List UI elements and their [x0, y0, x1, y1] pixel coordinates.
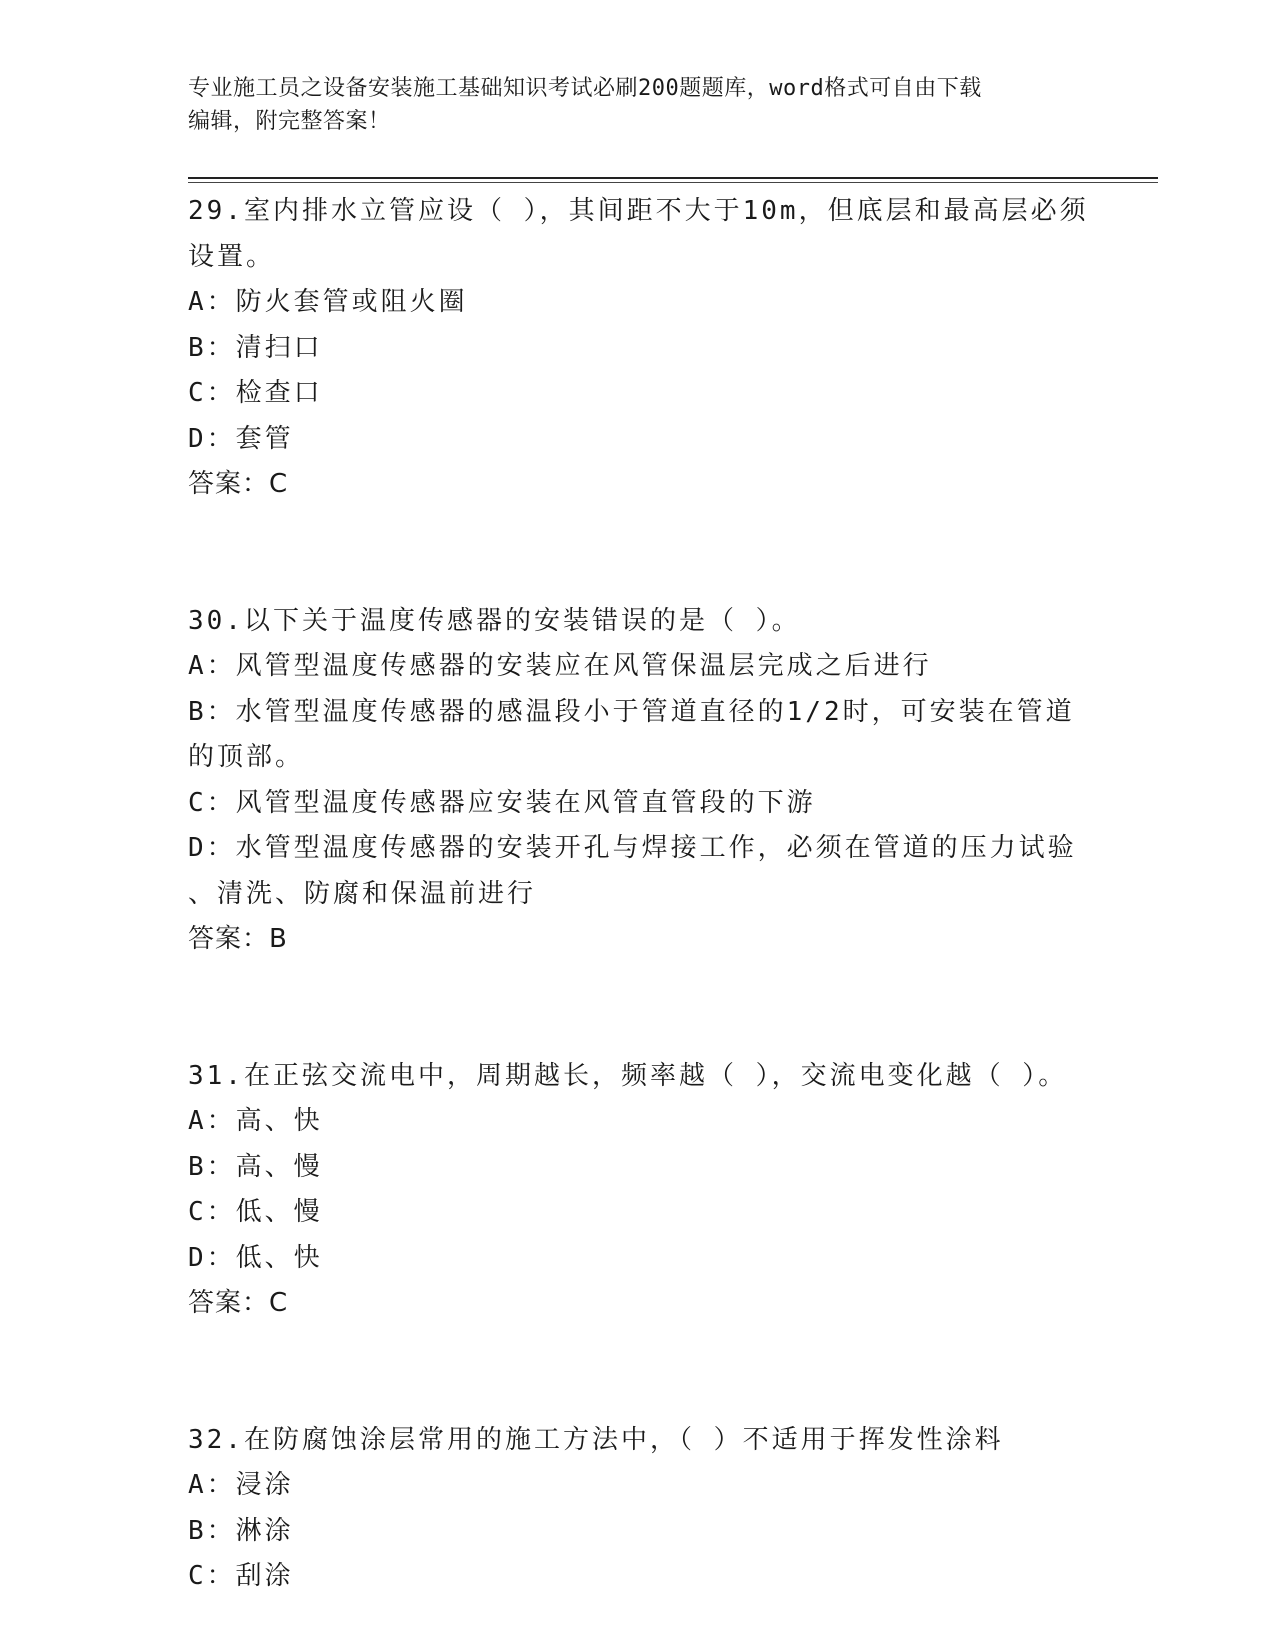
question-list	[188, 189, 1088, 1600]
question-31	[188, 1054, 1088, 1327]
option-a: A：高、快	[188, 1106, 323, 1136]
option-c: C：检查口	[188, 378, 323, 408]
option-a: A：浸涂	[188, 1470, 294, 1500]
question-stem: 31.在正弦交流电中，周期越长，频率越（ ），交流电变化越（ ）。	[188, 1060, 1068, 1091]
option-d-continued: 、清洗、防腐和保温前进行	[188, 878, 537, 909]
header-title-line-2: 编辑，附完整答案！	[188, 109, 391, 134]
question-29	[188, 189, 1088, 508]
question-spacer	[188, 1327, 1088, 1418]
header-title-line-1: 专业施工员之设备安装施工基础知识考试必刷200题题库，word格式可自由下载	[188, 76, 982, 101]
option-b-continued: 的顶部。	[188, 742, 305, 772]
answer-label: 答案：C	[188, 469, 289, 499]
option-b: B：高、慢	[188, 1151, 323, 1182]
option-b: B：水管型温度传感器的感温段小于管道直径的1/2时，可安装在管道	[188, 696, 1075, 727]
option-c: C：低、慢	[188, 1197, 323, 1227]
header-divider-thick	[188, 177, 1158, 179]
option-d: D：低、快	[188, 1242, 323, 1273]
document-header	[188, 72, 1088, 138]
option-d: D：套管	[188, 423, 294, 454]
answer-label: 答案：B	[188, 924, 288, 954]
question-32	[188, 1418, 1088, 1600]
option-a: A：防火套管或阻火圈	[188, 287, 468, 317]
option-a: A：风管型温度传感器的安装应在风管保温层完成之后进行	[188, 651, 932, 681]
question-stem: 29.室内排水立管应设（ ），其间距不大于10m，但底层和最高层必须	[188, 196, 1089, 226]
option-b: B：淋涂	[188, 1515, 294, 1546]
question-spacer	[188, 963, 1088, 1054]
question-stem: 30.以下关于温度传感器的安装错误的是（ ）。	[188, 605, 801, 636]
question-stem: 32.在防腐蚀涂层常用的施工方法中，（ ）不适用于挥发性涂料	[188, 1424, 1004, 1455]
option-d: D：水管型温度传感器的安装开孔与焊接工作，必须在管道的压力试验	[188, 833, 1077, 863]
question-stem-continued: 设置。	[188, 241, 276, 272]
option-b: B：清扫口	[188, 332, 323, 363]
question-30	[188, 599, 1088, 963]
option-c: C：刮涂	[188, 1561, 294, 1591]
header-divider-thin	[188, 182, 1158, 183]
answer-label: 答案：C	[188, 1288, 289, 1318]
option-c: C：风管型温度传感器应安装在风管直管段的下游	[188, 787, 816, 818]
question-spacer	[188, 508, 1088, 599]
